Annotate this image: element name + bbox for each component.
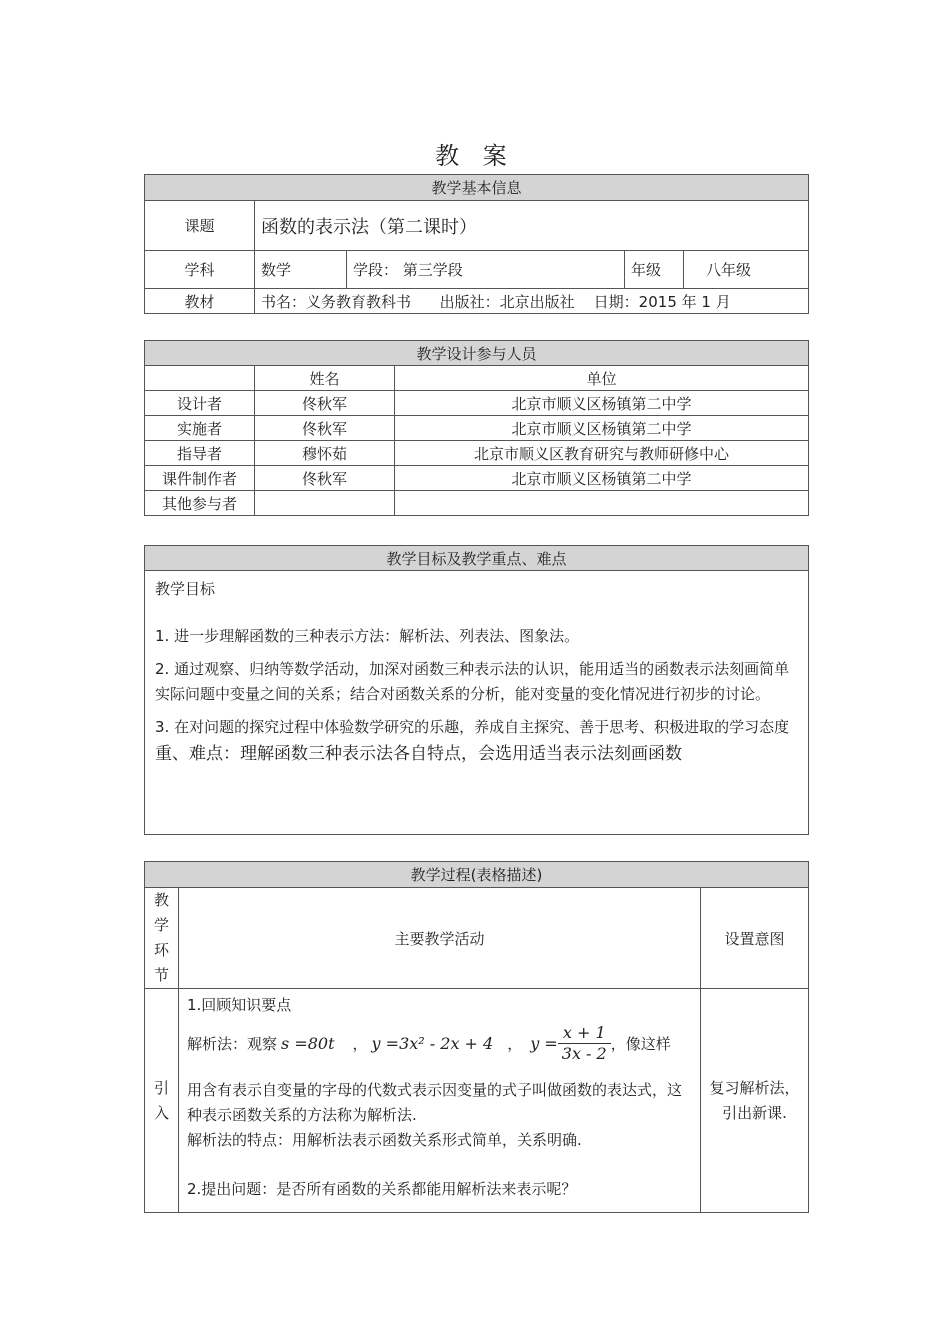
material-value: 书名：义务教育教科书 出版社：北京出版社 日期：2015 年 1 月 bbox=[255, 289, 809, 314]
role-cell: 课件制作者 bbox=[145, 466, 255, 491]
unit-cell: 北京市顺义区教育研究与教师研修中心 bbox=[395, 441, 809, 466]
process-header: 教学过程(表格描述) bbox=[145, 862, 809, 888]
formula3-lhs: y = bbox=[530, 1033, 558, 1053]
unit-cell: 北京市顺义区杨镇第二中学 bbox=[395, 391, 809, 416]
question-text: 2.提出问题：是否所有函数的关系都能用解析法来表示呢？ bbox=[187, 1180, 577, 1198]
material-label: 教材 bbox=[145, 289, 255, 314]
fraction-denominator: 3x - 2 bbox=[561, 1043, 607, 1063]
participants-header: 教学设计参与人员 bbox=[145, 341, 809, 366]
grade-label: 年级 bbox=[625, 251, 684, 289]
definition-text: 用含有表示自变量的字母的代数式表示因变量的式子叫做函数的表达式，这种表示函数关系的方法称为解析法. bbox=[187, 1081, 683, 1124]
intent-text: 复习解析法，引出新课. bbox=[701, 989, 809, 1213]
basic-info-header: 教学基本信息 bbox=[145, 175, 809, 201]
topic-label: 课题 bbox=[145, 201, 255, 251]
table-row bbox=[145, 491, 809, 516]
unit-cell bbox=[395, 491, 809, 516]
table-row bbox=[145, 466, 809, 491]
formula-s-80t: s =80t bbox=[281, 1033, 335, 1053]
unit-cell: 北京市顺义区杨镇第二中学 bbox=[395, 466, 809, 491]
goal-item: 2. 通过观察、归纳等数学活动，加深对函数三种表示法的认识，能用适当的函数表示法刻画简单实际问题中变量之间的关系；结合对函数关系的分析，能对变量的变化情况进行初步的讨论。 bbox=[155, 660, 790, 703]
review-title: 1.回顾知识要点 bbox=[187, 996, 292, 1014]
process-table bbox=[144, 861, 809, 1213]
name-cell: 穆怀茹 bbox=[255, 441, 395, 466]
col-intent-header: 设置意图 bbox=[701, 888, 809, 989]
subject-value: 数学 bbox=[255, 251, 347, 289]
role-cell: 设计者 bbox=[145, 391, 255, 416]
analytic-suffix: ，像这样 bbox=[610, 1034, 671, 1053]
document-title: 教 案 bbox=[435, 142, 515, 170]
table-row bbox=[145, 391, 809, 416]
analytic-prefix: 解析法：观察 bbox=[187, 1034, 278, 1053]
separator: ， bbox=[352, 1034, 368, 1053]
topic-value: 函数的表示法（第二课时） bbox=[255, 201, 809, 251]
col-unit-header: 单位 bbox=[395, 366, 809, 391]
analytic-formula-line bbox=[187, 1018, 692, 1068]
subject-label: 学科 bbox=[145, 251, 255, 289]
key-points: 重、难点：理解函数三种表示法各自特点，会选用适当表示法刻画函数 bbox=[155, 744, 682, 764]
col-stage-header: 教学环节 bbox=[145, 888, 179, 989]
fraction-numerator: x + 1 bbox=[558, 1023, 611, 1044]
role-cell: 实施者 bbox=[145, 416, 255, 441]
table-row bbox=[145, 441, 809, 466]
participants-corner bbox=[145, 366, 255, 391]
separator: ， bbox=[507, 1034, 523, 1053]
feature-text: 解析法的特点：用解析法表示函数关系形式简单，关系明确. bbox=[187, 1131, 582, 1149]
goals-table bbox=[144, 545, 809, 835]
name-cell: 佟秋军 bbox=[255, 416, 395, 441]
stage-value: 学段： 第三学段 bbox=[347, 251, 625, 289]
formula-quadratic: y =3x² - 2x + 4 bbox=[371, 1033, 494, 1053]
activity-body bbox=[179, 989, 701, 1213]
role-cell: 其他参与者 bbox=[145, 491, 255, 516]
role-cell: 指导者 bbox=[145, 441, 255, 466]
unit-cell: 北京市顺义区杨镇第二中学 bbox=[395, 416, 809, 441]
goals-body bbox=[145, 571, 809, 835]
participants-table bbox=[144, 340, 809, 516]
col-name-header: 姓名 bbox=[255, 366, 395, 391]
goal-item: 1. 进一步理解函数的三种表示方法：解析法、列表法、图象法。 bbox=[155, 627, 580, 645]
basic-info-table bbox=[144, 174, 809, 314]
goals-header: 教学目标及教学重点、难点 bbox=[145, 546, 809, 571]
goals-subtitle: 教学目标 bbox=[155, 580, 216, 598]
name-cell: 佟秋军 bbox=[255, 466, 395, 491]
name-cell: 佟秋军 bbox=[255, 391, 395, 416]
col-activity-header: 主要教学活动 bbox=[179, 888, 701, 989]
grade-value: 八年级 bbox=[684, 251, 809, 289]
stage-name: 引入 bbox=[145, 989, 179, 1213]
goal-item: 3. 在对问题的探究过程中体验数学研究的乐趣，养成自主探究、善于思考、积极进取的学习态度 bbox=[155, 718, 790, 736]
table-row bbox=[145, 416, 809, 441]
formula-fraction bbox=[558, 1023, 611, 1064]
name-cell bbox=[255, 491, 395, 516]
